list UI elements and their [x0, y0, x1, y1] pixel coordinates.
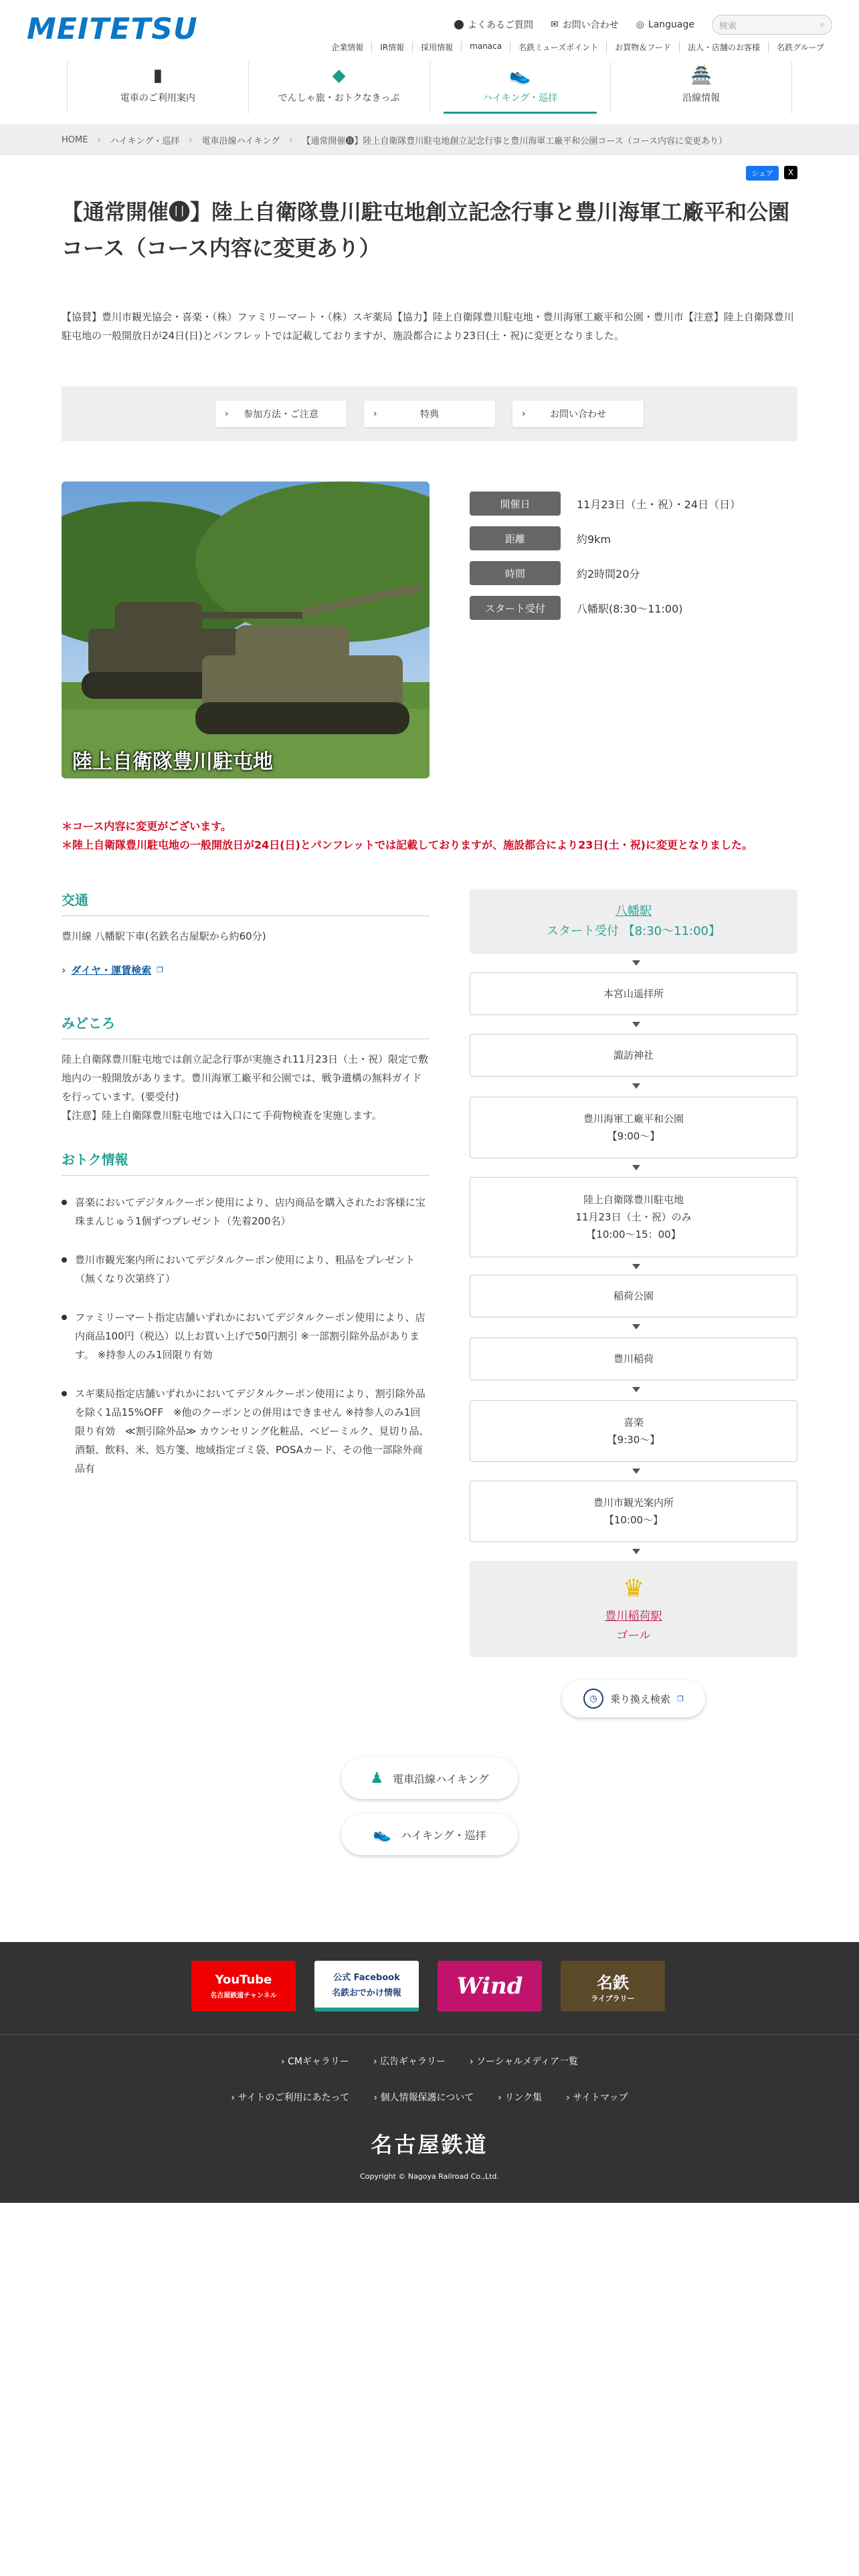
route-point-name: 陸上自衛隊豊川駐屯地 [583, 1194, 684, 1206]
breadcrumb-hiking[interactable]: ハイキング・巡拝 [110, 136, 180, 146]
transfer-search-button[interactable] [562, 1680, 705, 1717]
footer-link-privacy[interactable]: › 個人情報保護について [373, 2090, 474, 2104]
deal-item [62, 1251, 430, 1288]
info-row-start [470, 595, 804, 621]
breadcrumb-current: 【通常開催⓫】陸上自衛隊豊川駐屯地創立記念行事と豊川海軍工廠平和公園コース（コース内容に変更あり） [302, 136, 728, 146]
route-arrow-icon [632, 1387, 640, 1392]
sublink-corporate[interactable]: 企業情報 [331, 43, 364, 52]
facebook-banner[interactable] [314, 1961, 419, 2012]
train-icon: ▮ [153, 66, 163, 86]
transfer-search-label: 乗り換え検索 [610, 1693, 671, 1705]
search-placeholder: 検索 [719, 21, 737, 31]
banner-title: 公式 Facebook [333, 1973, 400, 1983]
bullet-icon [62, 1391, 67, 1396]
sublink-manaca[interactable]: manaca [461, 41, 510, 53]
banner-title: Wind [456, 1973, 523, 2000]
breadcrumb [0, 124, 859, 155]
info-row-distance [470, 526, 804, 551]
gnav-tickets[interactable] [248, 62, 430, 114]
gnav-label: 沿線情報 [682, 93, 721, 104]
sublink-muse-point[interactable]: 名鉄ミューズポイント [510, 41, 606, 53]
deal-item [62, 1308, 430, 1364]
route-arrow-icon [632, 1549, 640, 1554]
contact-link[interactable] [551, 18, 619, 31]
bullet-icon [62, 1257, 67, 1263]
route-arrow-icon [632, 1083, 640, 1089]
route-point-name: 諏訪神社 [613, 1049, 654, 1061]
change-notice [62, 817, 797, 855]
sublink-shopping[interactable]: お買物＆フード [606, 41, 679, 53]
gnav-label: ハイキング・巡拝 [482, 93, 558, 104]
route-point [470, 1177, 797, 1257]
route-point-note: 【9:30〜】 [607, 1434, 660, 1446]
notice-line: ＊陸上自衛隊豊川駐屯地の一般開放日が24日(日)とパンフレットでは記載しておりますが、施設都合により23日(土・祝)に変更となりました。 [62, 839, 753, 851]
route-start [470, 889, 797, 954]
route-point-note: 【10:00〜】 [603, 1514, 664, 1526]
notice-line: ＊コース内容に変更がございます。 [62, 820, 231, 833]
sublink-business[interactable]: 法人・店舗のお客様 [679, 41, 768, 53]
bullet-icon [62, 1315, 67, 1320]
route-point-name: 稲荷公園 [613, 1290, 654, 1302]
footer-links-row2 [0, 2090, 859, 2104]
breadcrumb-home[interactable]: HOME [62, 134, 88, 145]
tab-benefits[interactable] [364, 401, 495, 427]
crown-icon: ♛ [622, 1575, 645, 1602]
info-label: 距離 [470, 526, 561, 550]
info-row-time [470, 560, 804, 586]
breadcrumb-train-hiking[interactable]: 電車沿線ハイキング [201, 136, 280, 146]
tank-photo-illustration [62, 481, 430, 778]
chevron-right-icon: › [225, 409, 229, 419]
global-nav [67, 62, 792, 114]
timetable-link[interactable] [62, 963, 430, 977]
corporate-links [323, 41, 832, 53]
route-arrow-icon [632, 1264, 640, 1269]
route-point-name: 豊川海軍工廠平和公園 [583, 1113, 684, 1125]
chevron-right-icon: › [62, 964, 66, 976]
castle-icon: 🏯 [690, 66, 712, 86]
deal-text: 豊川市観光案内所においてデジタルクーポン使用により、粗品をプレゼント（無くなり次第終了） [75, 1254, 415, 1285]
faq-label: よくあるご質問 [467, 20, 533, 31]
sublink-ir[interactable]: IR情報 [371, 41, 412, 53]
gnav-label: でんしゃ旅・おトクなきっぷ [278, 93, 400, 104]
route-point-note: 11月23日（土・祝）のみ [575, 1211, 692, 1223]
info-value: 約2時間20分 [577, 567, 640, 580]
bullet-icon [62, 1200, 67, 1205]
route-point [470, 1097, 797, 1158]
info-label: 時間 [470, 561, 561, 585]
hiking-shoes-icon: 👟 [509, 66, 531, 86]
route-point-name: 豊川市観光案内所 [593, 1497, 674, 1509]
footer [0, 1942, 859, 2203]
deal-item [62, 1384, 430, 1478]
highlights-section [62, 1012, 430, 1125]
globe-icon: ◎ [636, 19, 644, 30]
section-heading: 交通 [62, 889, 430, 916]
goal-label: ゴール [616, 1629, 651, 1642]
footer-link-links[interactable]: › リンク集 [498, 2090, 542, 2104]
event-info-table [470, 491, 804, 630]
contact-label: お問い合わせ [562, 20, 619, 31]
footer-link-cm[interactable]: › CMギャラリー [281, 2054, 349, 2068]
chevron-right-icon: › [373, 409, 377, 419]
event-photo [62, 481, 430, 778]
goal-station-link[interactable]: 豊川稲荷駅 [605, 1610, 662, 1623]
route-point-name: 喜楽 [623, 1416, 644, 1428]
tab-contact[interactable] [512, 401, 644, 427]
tab-label: お問い合わせ [550, 409, 606, 420]
related-label: ハイキング・巡拝 [400, 1828, 486, 1842]
page-title: 【通常開催⓫】陸上自衛隊豊川駐屯地創立記念行事と豊川海軍工廠平和公園コース（コース内容に変更あり） [62, 199, 790, 261]
related-label: 電車沿線ハイキング [393, 1772, 489, 1786]
footer-divider [0, 2034, 859, 2035]
route-point-note: 【9:00〜】 [607, 1130, 660, 1142]
gnav-train-guide[interactable] [67, 62, 248, 114]
x-share-button[interactable]: X [784, 166, 797, 179]
footer-link-terms[interactable]: › サイトのご利用にあたって [231, 2090, 349, 2104]
chevron-right-icon: › [522, 409, 526, 419]
access-section [62, 889, 430, 977]
route-point-note: 【10:00〜15：00】 [586, 1228, 681, 1241]
start-station-link[interactable]: 八幡駅 [615, 904, 652, 918]
language-link[interactable] [636, 19, 694, 30]
info-row-date [470, 491, 804, 516]
gnav-hiking[interactable] [430, 62, 611, 114]
chevron-right-icon: › [189, 134, 193, 145]
search-input[interactable] [712, 15, 832, 35]
banner-sub: 名鉄おでかけ情報 [332, 1988, 401, 1998]
wind-banner[interactable] [438, 1961, 542, 2012]
route-arrow-icon [632, 960, 640, 966]
route-point [470, 1337, 797, 1380]
route-arrow-icon [632, 1469, 640, 1474]
chevron-right-icon: › [97, 134, 101, 145]
related-train-hiking-button[interactable] [341, 1757, 518, 1799]
route-point [470, 972, 797, 1015]
lead-text: 【協賛】豊川市観光協会・喜楽・（株）ファミリーマート・（株）スギ薬局【協力】陸上自衛隊豊川駐屯地・豊川海軍工廠平和公園・豊川市【注意】陸上自衛隊豊川駐屯地の一般開放日が24日(日)とパンフレットでは記載しておりますが、施設都合により23日(土・祝)に変更となりました。 [62, 311, 794, 342]
language-label: Language [648, 19, 694, 30]
deals-section [62, 1149, 430, 1478]
sublink-recruit[interactable]: 採用情報 [412, 41, 461, 53]
route-point-name: 豊川稲荷 [613, 1353, 654, 1365]
external-link-icon: ❐ [157, 966, 163, 974]
tab-label: 特典 [420, 409, 439, 420]
deal-text: 喜楽においてデジタルクーポン使用により、店内商品を購入されたお客様に宝珠まんじゅう1個ずつプレゼント（先着200名） [75, 1196, 425, 1227]
route-arrow-icon [632, 1165, 640, 1170]
site-logo[interactable]: MEITETSU [27, 12, 198, 46]
banner-title: 名鉄 [597, 1973, 629, 1992]
footer-link-social[interactable]: › ソーシャルメディア一覧 [470, 2054, 578, 2068]
footer-logo[interactable]: 名古屋鉄道 [371, 2132, 488, 2157]
mail-icon: ✉ [550, 19, 559, 30]
anchor-tabs [62, 387, 797, 441]
info-value: 八幡駅(8:30〜11:00) [577, 602, 683, 615]
info-value: 11月23日（土・祝）・24日（日） [577, 498, 741, 511]
photo-caption: 陸上自衛隊豊川駐屯地 [72, 750, 273, 774]
external-link-icon: ❐ [677, 1694, 684, 1703]
related-hiking-button[interactable] [341, 1814, 518, 1855]
question-icon [454, 20, 464, 29]
info-label: スタート受付 [470, 596, 561, 620]
route-arrow-icon [632, 1324, 640, 1329]
info-label: 開催日 [470, 492, 561, 516]
clock-icon: ◷ [583, 1689, 603, 1709]
tab-label: 参加方法・ご注意 [244, 409, 318, 420]
banner-sub: 名古屋鉄道チャンネル [210, 1992, 277, 2000]
faq-link[interactable] [454, 18, 533, 31]
deal-item [62, 1193, 430, 1230]
highlights-text: 陸上自衛隊豊川駐屯地では創立記念行事が実施され11月23日（土・祝）限定で敷地内の一般開放があります。豊川海軍工廠平和公園では、戦争遺構の無料ガイドを行っています。(要受付) 【注意】陸上自衛隊豊川駐屯地では入口にて手荷物検査を実施します。 [62, 1053, 429, 1121]
route-point [470, 1481, 797, 1542]
gnav-label: 電車のご利用案内 [120, 93, 195, 104]
utility-nav [454, 15, 832, 35]
deal-text: スギ薬局指定店舗いずれかにおいてデジタルクーポン使用により、割引除外品を除く1品15%OFF ※他のクーポンとの併用はできません ※持参人のみ1回限り有効 ≪割引除外品≫ カウンセリング化粧品、ベビーミルク、見切り品、酒類、飲料、米、処方箋、地域指定ゴミ袋、POSAカード、その他一部除外商品有 [75, 1388, 430, 1475]
sublink-group[interactable]: 名鉄グループ [768, 41, 832, 53]
facebook-share-button[interactable]: シェア [746, 166, 779, 181]
timetable-link-label: ダイヤ・運賃検索 [71, 964, 152, 976]
section-heading: みどころ [62, 1012, 430, 1039]
banner-sub: ライブラリー [591, 1994, 635, 2003]
gnav-area-info[interactable] [610, 62, 792, 114]
route-point-name: 本宮山遥拝所 [603, 988, 664, 1000]
access-text: 豊川線 八幡駅下車(名鉄名古屋駅から約60分) [62, 930, 266, 942]
start-reception: スタート受付 【8:30〜11:00】 [546, 924, 721, 938]
share-buttons [746, 166, 797, 181]
search-icon[interactable]: ⌕ [820, 19, 825, 30]
hiking-shoes-icon: 👟 [373, 1826, 391, 1843]
copyright: Copyright © Nagoya Railroad Co.,Ltd. [360, 2172, 499, 2181]
route-goal [470, 1561, 797, 1657]
route-point [470, 1034, 797, 1077]
section-heading: おトク情報 [62, 1149, 430, 1176]
youtube-icon: YouTube [215, 1973, 272, 1987]
footer-links-row1 [0, 2054, 859, 2068]
route-point [470, 1400, 797, 1462]
footer-link-ad[interactable]: › 広告ギャラリー [373, 2054, 446, 2068]
hiker-icon: ♟ [370, 1769, 384, 1787]
route-point [470, 1275, 797, 1317]
deal-text: ファミリーマート指定店舗いずれかにおいてデジタルクーポン使用により、店内商品100円（税込）以上お買い上げで50円割引 ※一部割引除外品があります。 ※持参人のみ1回限り有効 [75, 1311, 425, 1361]
tab-participation[interactable] [215, 401, 347, 427]
library-banner[interactable] [561, 1961, 665, 2012]
chevron-right-icon: › [289, 134, 293, 145]
youtube-banner[interactable] [191, 1961, 296, 2012]
ticket-icon: ◆ [332, 66, 346, 86]
route-arrow-icon [632, 1022, 640, 1027]
footer-banners [191, 1961, 665, 2012]
info-value: 約9km [577, 532, 611, 546]
footer-link-sitemap[interactable]: › サイトマップ [566, 2090, 628, 2104]
